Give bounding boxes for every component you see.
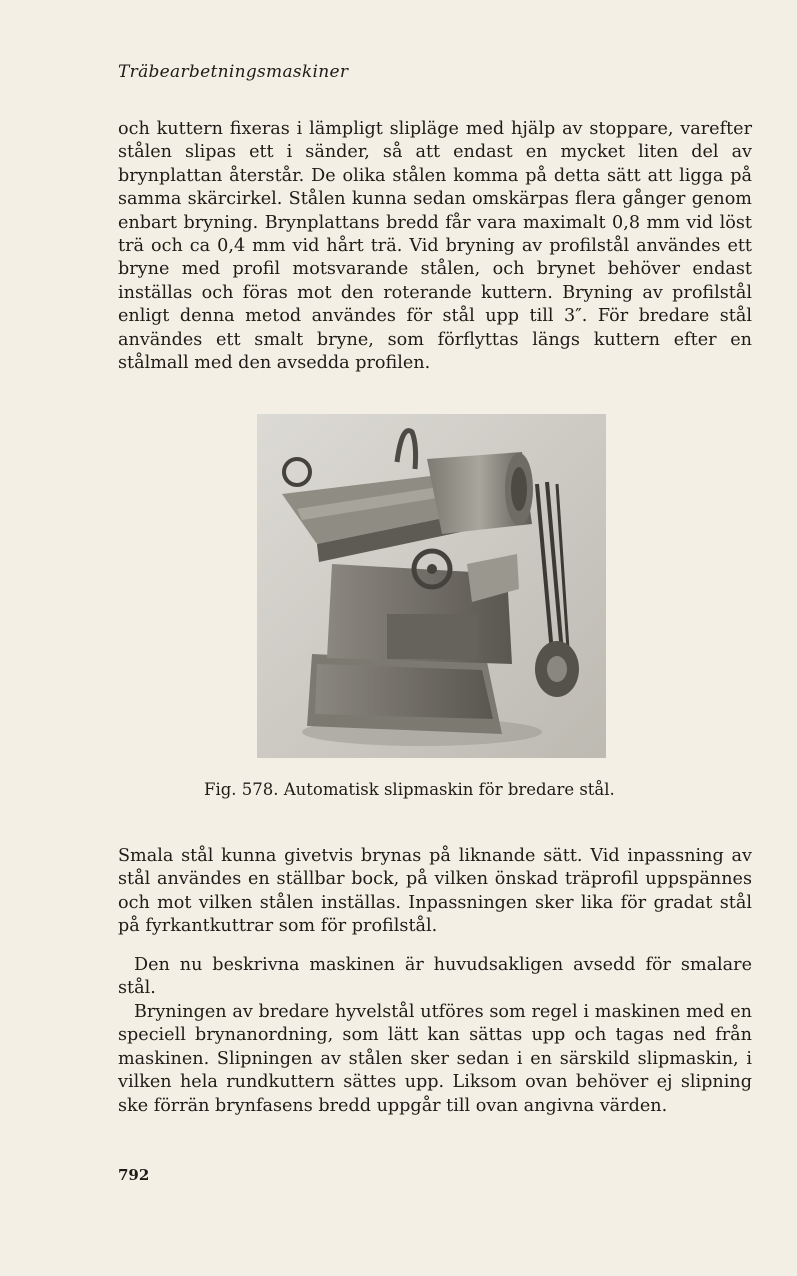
paragraph-4: Bryningen av bredare hyvelstål utföres som regel i maskinen med en speciell brynanordning, som lätt kan sättas upp och tagas ned från maskinen. Slipningen av stålen sker sedan i en särskild slipmaskin, i vilken hela rundkuttern sättes upp. Liksom ovan behöver ej slipning ske förrän brynfasens bredd uppgår till ovan angivna värden. [118,1002,752,1116]
paragraph-1: och kuttern fixeras i lämpligt slipläge med hjälp av stoppare, varefter stålen slipas ett i sänder, så att endast en mycket liten del av brynplattan återstår. De olika stålen komma på detta sätt att ligga på samma skärcirkel. Stålen kunna sedan omskärpas flera gånger genom enbart bryning. Brynplattans bredd får vara maximalt 0,8 mm vid löst trä och ca 0,4 mm vid hårt trä. Vid bryning av profilstål användes ett bryne med profil motsvarande stålen, och brynet behöver endast inställas och föras mot den roterande kuttern. Bryning av profilstål enligt denna metod användes för stål upp till 3″. För bredare stål användes ett smalt bryne, som förflyttas längs kuttern efter en stålmall med den avsedda profilen. [118,119,752,374]
page-number: 792 [118,1166,150,1184]
paragraph-2: Smala stål kunna givetvis brynas på liknande sätt. Vid inpassning av stål användes en ställbar bock, på vilken önskad träprofil uppspännes och mot vilken stålen inställas. Inpassningen sker lika för gradat stål på fyrkantkuttrar som för profilstål. [118,846,752,937]
paragraph-3: Den nu beskrivna maskinen är huvudsakligen avsedd för smalare stål. [118,955,752,999]
machine-photo [257,414,606,758]
running-header: Träbearbetningsmaskiner [118,62,349,82]
grinding-machine-illustration [257,414,606,758]
figure-caption: Fig. 578. Automatisk slipmaskin för bredare stål. [204,780,615,799]
